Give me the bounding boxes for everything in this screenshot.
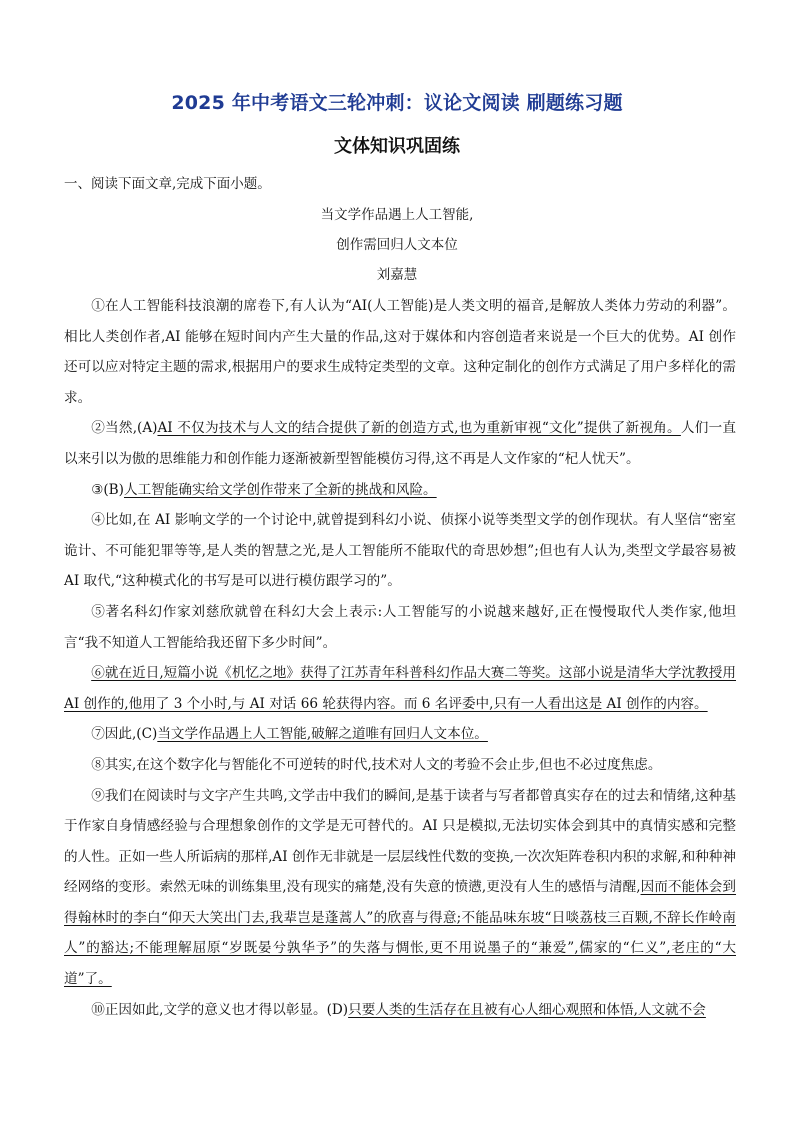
- article-body: [64, 291, 736, 1025]
- paragraph-9: [64, 781, 736, 995]
- page-title: 2025 年中考语文三轮冲刺：议论文阅读 刷题练习题: [171, 92, 623, 114]
- underlined-sentence-a: AI 不仅为技术与人文的结合提供了新的创造方式,也为重新审视“文化”提供了新视角。: [157, 420, 681, 437]
- underlined-sentence-b: 人工智能确实给文学创作带来了全新的挑战和风险。: [123, 481, 437, 498]
- paragraph-7-lead: ⑦因此,(C): [91, 726, 158, 743]
- article-title-line-2: 创作需回归人文本位: [336, 237, 458, 253]
- article-title-line-1: 当文学作品遇上人工智能,: [320, 207, 474, 223]
- underlined-sentence-c: 当文学作品遇上人工智能,破解之道唯有回归人文本位。: [157, 726, 488, 743]
- paragraph-7: [64, 719, 736, 750]
- paragraph-8: ⑧其实,在这个数字化与智能化不可逆转的时代,技术对人文的考验不会止步,但也不必过度焦虑。: [91, 756, 662, 773]
- paragraph-5: ⑤著名科幻作家刘慈欣就曾在科幻大会上表示:人工智能写的小说越来越好,正在慢慢取代人类作家,他坦言“我不知道人工智能给我还留下多少时间”。: [64, 603, 736, 651]
- paragraph-2-rest: 人们一直以来引以为傲的思维能力和创作能力逐渐被新型智能模仿习得,这不再是人文作家的“杞人忧天”。: [64, 420, 737, 467]
- paragraph-9-text: ⑨我们在阅读时与文字产生共鸣,文学击中我们的瞬间,是基于读者与写者都曾真实存在的过去和情绪,这种基于作家自身情感经验与合理想象创作的文学是无可替代的。AI 只是模拟,无法切实体会到其中的真情实感和完整的人性。正如一些人所诟病的那样,AI 创作无非就是一层层线性代数的变换,一次次矩阵卷积内积的求解,和种种神经网络的变形。索然无味的训练集里,没有现实的痛楚,没有失意的愤懑,更没有人生的感悟与清醒,: [64, 787, 736, 896]
- paragraph-10-lead: ⑩正因如此,文学的意义也才得以彰显。(D): [91, 1001, 349, 1018]
- underlined-paragraph-6: ⑥就在近日,短篇小说《机忆之地》获得了江苏青年科普科幻作品大赛二等奖。这部小说是清华大学沈教授用 AI 创作的,他用了 3 个小时,与 AI 对话 66 轮获得内容。而 6 名评委中,只有一人看出这是 AI 创作的内容。: [64, 665, 736, 712]
- underlined-sentence-d: 只要人类的生活存在且被有心人细心观照和体悟,人文就不会: [348, 1001, 706, 1018]
- section-title: 文体知识巩固练: [334, 136, 460, 157]
- paragraph-4: ④比如,在 AI 影响文学的一个讨论中,就曾提到科幻小说、侦探小说等类型文学的创作现状。有人坚信“密室诡计、不可能犯罪等等,是人类的智慧之光,是人工智能所不能取代的奇思妙想”;但也有人认为,类型文学最容易被 AI 取代,“这种模式化的书写是可以进行模仿跟学习的”。: [64, 512, 736, 590]
- paragraph-3-lead: ③(B): [91, 481, 124, 498]
- paragraph-2: [64, 413, 736, 474]
- paragraph-3: [64, 475, 736, 506]
- paragraph-2-lead: ②当然,(A): [91, 420, 158, 437]
- question-instruction: 一、阅读下面文章,完成下面小题。: [64, 176, 271, 192]
- article-author: 刘嘉慧: [376, 267, 418, 283]
- paragraph-10: [64, 995, 736, 1026]
- paragraph-1: ①在人工智能科技浪潮的席卷下,有人认为“AI(人工智能)是人类文明的福音,是解放人类体力劳动的利器”。相比人类创作者,AI 能够在短时间内产生大量的作品,这对于媒体和内容创造者来说是一个巨大的优势。AI 创作还可以应对特定主题的需求,根据用户的要求生成特定类型的文章。这种定制化的创作方式满足了用户多样化的需求。: [64, 298, 736, 406]
- underlined-passage-9: 因而不能体会到得翰林时的李白“仰天大笑出门去,我辈岂是蓬蒿人”的欣喜与得意;不能品味东坡“日啖荔枝三百颗,不辞长作岭南人”的豁达;不能理解屈原“岁既晏兮孰华予”的失落与惆怅,更不用说墨子的“兼爱”,儒家的“仁义”,老庄的“大道”了。: [64, 879, 737, 988]
- paragraph-6: [64, 658, 736, 719]
